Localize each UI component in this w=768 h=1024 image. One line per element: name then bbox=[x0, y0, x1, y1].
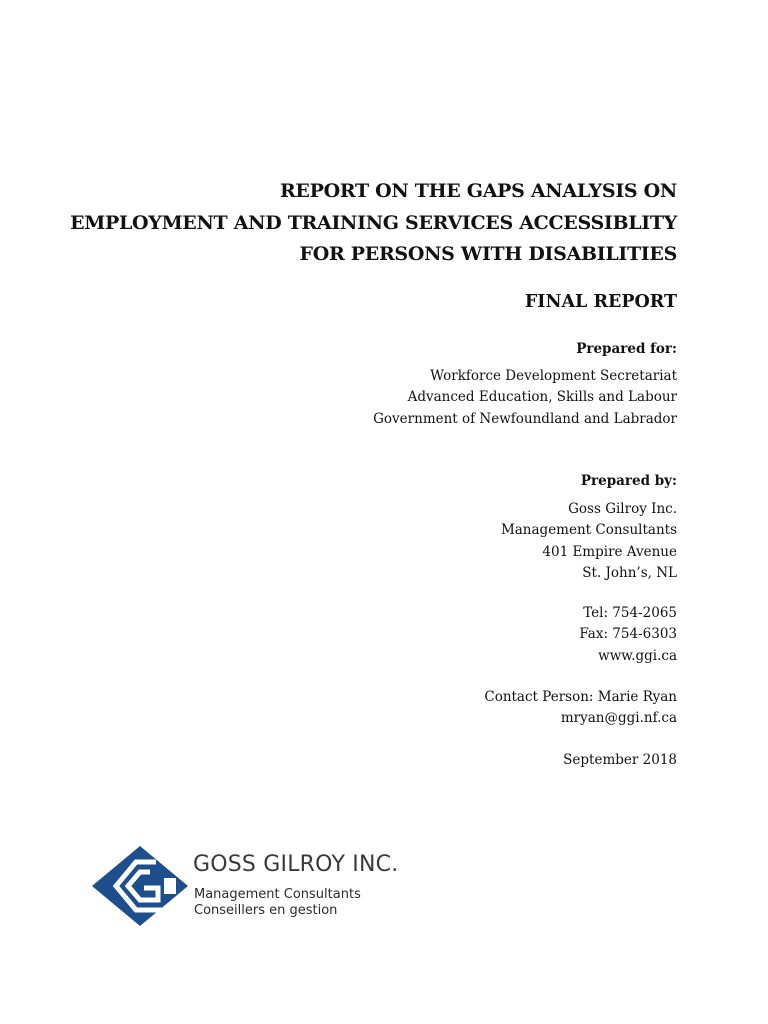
street-address: 401 Empire Avenue bbox=[542, 543, 677, 560]
website: www.ggi.ca bbox=[598, 647, 677, 664]
title-line-2: EMPLOYMENT AND TRAINING SERVICES ACCESSIBLITY bbox=[70, 211, 677, 234]
contact-email: mryan@ggi.nf.ca bbox=[560, 710, 677, 727]
prepared-for-label: Prepared for: bbox=[576, 341, 677, 357]
title-line-1: REPORT ON THE GAPS ANALYSIS ON bbox=[279, 180, 677, 202]
title-line-3: FOR PERSONS WITH DISABILITIES bbox=[299, 243, 677, 265]
city-address: St. John’s, NL bbox=[582, 565, 677, 582]
contact-person: Contact Person: Marie Ryan bbox=[484, 689, 677, 705]
ggi-diamond-logo-icon bbox=[92, 846, 188, 926]
company-name: Goss Gilroy Inc. bbox=[568, 501, 677, 517]
company-logo bbox=[92, 843, 404, 929]
company-type: Management Consultants bbox=[500, 522, 677, 539]
prepared-by-block bbox=[501, 499, 677, 585]
prepared-for-line: Advanced Education, Skills and Labour bbox=[407, 389, 677, 406]
prepared-for-line: Government of Newfoundland and Labrador bbox=[373, 410, 677, 427]
prepared-by-label: Prepared by: bbox=[580, 473, 677, 489]
report-date: September 2018 bbox=[563, 752, 677, 768]
prepared-for-line: Workforce Development Secretariat bbox=[430, 368, 677, 384]
logo-tagline-en: Management Consultants bbox=[194, 887, 361, 902]
logo-company-name: GOSS GILROY INC. bbox=[193, 852, 399, 877]
prepared-for-block bbox=[373, 366, 677, 430]
report-subtitle: FINAL REPORT bbox=[524, 292, 677, 312]
contact-person-block bbox=[484, 687, 677, 730]
telephone: Tel: 754-2065 bbox=[583, 605, 677, 621]
logo-tagline-fr: Conseillers en gestion bbox=[194, 903, 338, 918]
fax: Fax: 754-6303 bbox=[579, 626, 677, 643]
report-title bbox=[37, 176, 677, 271]
contact-block bbox=[579, 603, 677, 667]
